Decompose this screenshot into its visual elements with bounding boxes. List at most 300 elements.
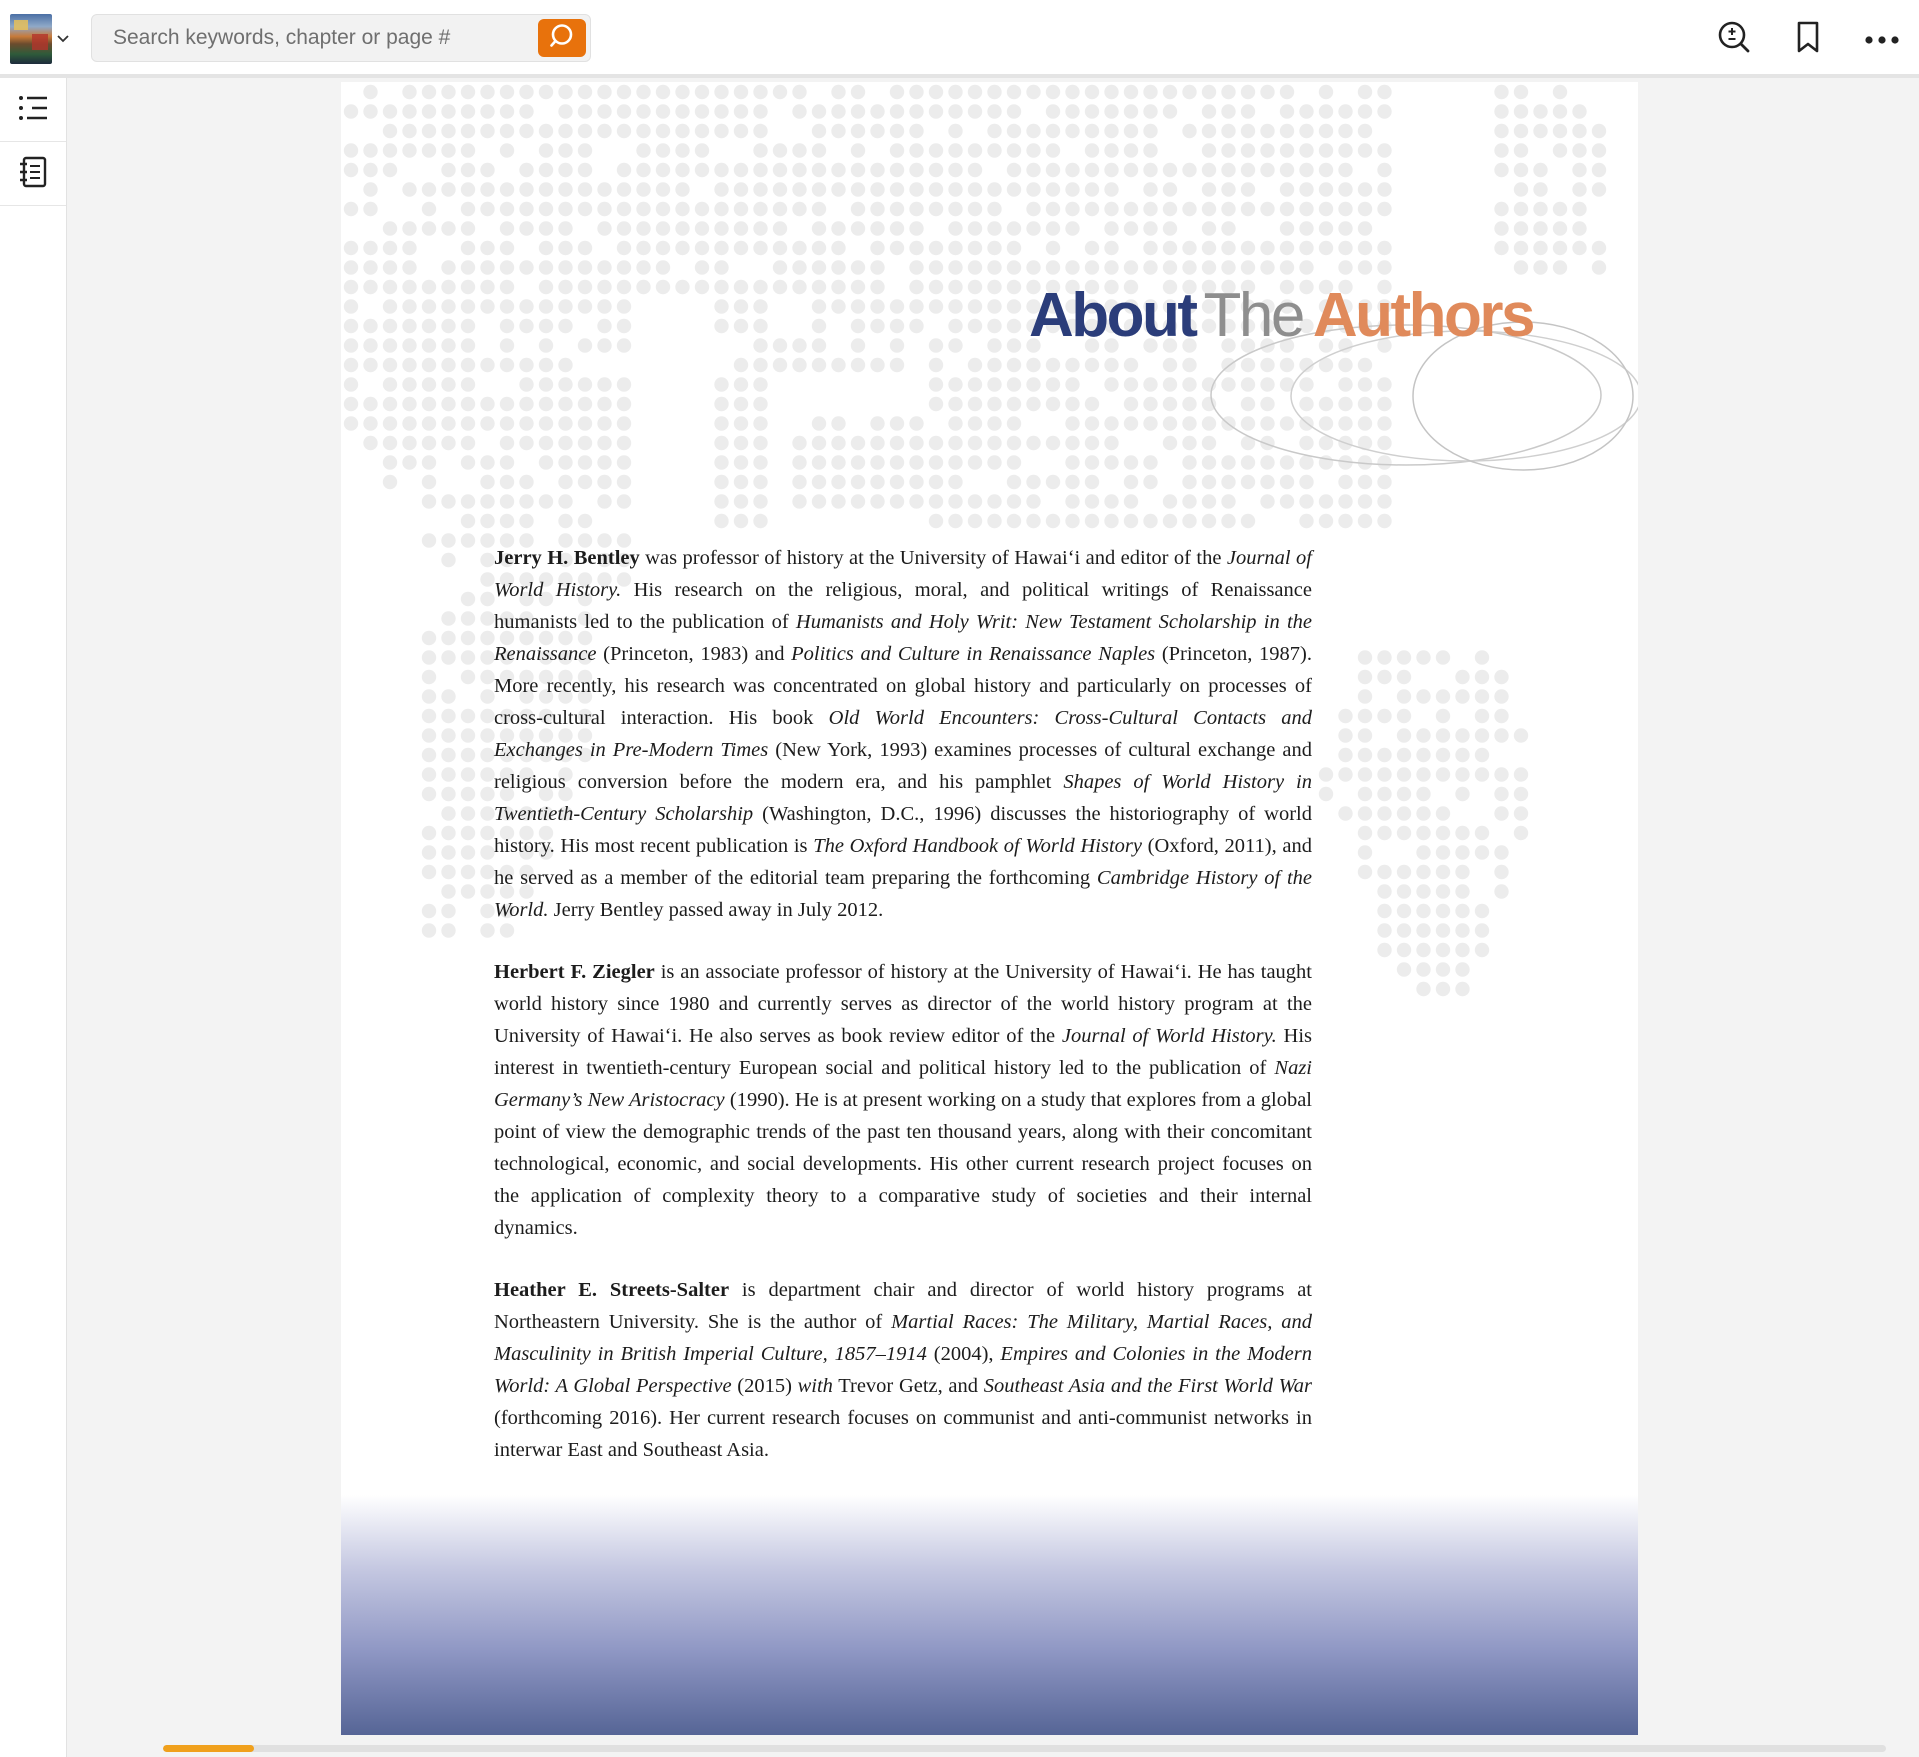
map-dot [519,514,533,528]
map-dot [461,280,475,294]
map-dot [1007,319,1021,333]
map-dot [987,241,1001,255]
map-dot [1455,826,1469,840]
map-dot [1104,104,1118,118]
map-dot [890,494,904,508]
map-dot [1397,904,1411,918]
map-dot [1241,514,1255,528]
map-dot [870,182,884,196]
bookmark-button[interactable] [1771,9,1845,69]
map-dot [500,182,514,196]
map-dot [909,143,923,157]
map-dot [1221,124,1235,138]
map-dot [890,455,904,469]
map-dot [500,494,514,508]
map-dot [480,202,494,216]
map-dot [597,494,611,508]
map-dot [383,221,397,235]
map-dot [987,416,1001,430]
map-dot [870,241,884,255]
map-dot [344,319,358,333]
map-dot [539,163,553,177]
map-dot [1104,416,1118,430]
map-dot [558,514,572,528]
map-dot [1338,143,1352,157]
map-dot [714,475,728,489]
map-dot [461,260,475,274]
map-dot [480,397,494,411]
map-dot [1299,104,1313,118]
search-button[interactable] [538,19,586,57]
map-dot [480,124,494,138]
map-dot [753,299,767,313]
map-dot [1065,163,1079,177]
map-dot [558,299,572,313]
map-dot [1455,845,1469,859]
book-title-text: Empires and Colonies in the Modern World: A Global Perspective [494,1343,1312,1397]
map-dot [1494,806,1508,820]
map-dot [968,397,982,411]
map-dot [870,124,884,138]
map-dot [1416,748,1430,762]
map-dot [1436,923,1450,937]
map-dot [558,377,572,391]
map-dot [422,104,436,118]
map-dot [441,689,455,703]
map-dot [461,241,475,255]
map-dot [968,221,982,235]
map-dot [1299,514,1313,528]
map-dot [734,514,748,528]
bio-text: Trevor Getz, and [832,1375,984,1397]
author-name: Jerry H. Bentley [494,547,640,569]
map-dot [1416,982,1430,996]
map-dot [948,455,962,469]
search-bar [91,14,591,62]
map-dot [968,319,982,333]
book-title-text: Nazi Germany’s New Aristocracy [494,1057,1312,1111]
map-dot [500,241,514,255]
more-options-button[interactable] [1845,9,1919,69]
map-dot [1494,163,1508,177]
map-dot [1377,709,1391,723]
map-dot [1572,182,1586,196]
map-dot [1065,85,1079,99]
map-dot [870,475,884,489]
bio-text: Jerry Bentley passed away in July 2012. [548,899,884,921]
map-dot [344,358,358,372]
page-title [1029,280,1533,364]
map-dot [480,85,494,99]
map-dot [773,241,787,255]
map-dot [1436,767,1450,781]
map-dot [422,787,436,801]
map-dot [1124,514,1138,528]
author-bios [494,542,1312,1496]
bio-text: His interest in twentieth-century European social and political history led to the publication of [494,1025,1312,1079]
map-dot [714,85,728,99]
map-dot [617,455,631,469]
map-dot [1065,436,1079,450]
map-dot [441,358,455,372]
notebook-button[interactable] [0,142,66,206]
map-dot [1280,202,1294,216]
map-dot [578,475,592,489]
map-dot [1572,124,1586,138]
map-dot [968,514,982,528]
map-dot [1143,514,1157,528]
map-dot [363,143,377,157]
bio-text: (Princeton, 1987). More recently, his research was concentrated on global history and particularly on processes of cross-cultural interaction. His book [494,643,1312,729]
map-dot [753,494,767,508]
map-dot [1377,143,1391,157]
map-dot [1182,377,1196,391]
map-dot [422,826,436,840]
map-dot [461,358,475,372]
map-dot [929,85,943,99]
map-dot [831,124,845,138]
map-dot [461,143,475,157]
map-dot [734,358,748,372]
bio-text: (Oxford, 2011), and he served as a member of the editorial team preparing the forthcoming [494,835,1312,889]
map-dot [383,299,397,313]
map-dot [1182,436,1196,450]
map-dot [831,182,845,196]
map-dot [1436,943,1450,957]
map-dot [422,494,436,508]
map-dot [1007,280,1021,294]
map-dot [617,338,631,352]
map-dot [480,260,494,274]
map-dot [929,494,943,508]
map-dot [753,455,767,469]
map-dot [500,221,514,235]
map-dot [441,748,455,762]
map-dot [383,124,397,138]
author-bio [494,956,1312,1244]
map-dot [1124,475,1138,489]
map-dot [422,631,436,645]
map-dot [753,163,767,177]
map-dot [1358,85,1372,99]
map-dot [539,494,553,508]
map-dot [656,182,670,196]
map-dot [1494,845,1508,859]
map-dot [539,202,553,216]
map-dot [870,494,884,508]
map-dot [461,533,475,547]
map-dot [1124,124,1138,138]
map-dot [870,280,884,294]
map-dot [441,845,455,859]
map-dot [636,260,650,274]
map-dot [383,319,397,333]
map-dot [617,85,631,99]
map-dot [1338,494,1352,508]
map-dot [441,553,455,567]
map-dot [1182,397,1196,411]
map-dot [480,650,494,664]
map-dot [480,104,494,118]
map-dot [929,299,943,313]
map-dot [344,280,358,294]
map-dot [480,884,494,898]
map-dot [1202,202,1216,216]
map-dot [870,436,884,450]
map-dot [1572,163,1586,177]
map-dot [461,377,475,391]
map-dot [480,494,494,508]
map-dot [1377,787,1391,801]
map-dot [890,299,904,313]
map-dot [870,104,884,118]
map-dot [363,319,377,333]
map-dot [1436,806,1450,820]
map-dot [441,163,455,177]
map-dot [929,514,943,528]
map-dot [617,104,631,118]
map-dot [851,280,865,294]
map-dot [714,124,728,138]
map-dot [695,260,709,274]
map-dot [695,202,709,216]
map-dot [851,260,865,274]
map-dot [948,338,962,352]
map-dot [851,475,865,489]
map-dot [1416,943,1430,957]
map-dot [1299,163,1313,177]
map-dot [734,299,748,313]
map-dot [870,202,884,216]
map-dot [929,377,943,391]
map-dot [480,631,494,645]
map-dot [987,143,1001,157]
map-dot [1085,260,1099,274]
map-dot [1533,124,1547,138]
map-dot [383,397,397,411]
book-switcher-button[interactable] [10,14,70,64]
map-dot [441,631,455,645]
table-of-contents-button[interactable] [0,78,66,142]
map-dot [1026,124,1040,138]
map-dot [1104,182,1118,196]
map-dot [461,670,475,684]
map-dot [480,611,494,625]
map-dot [929,475,943,489]
map-dot [831,358,845,372]
map-dot [1221,494,1235,508]
map-dot [1455,728,1469,742]
map-dot [1397,689,1411,703]
map-dot [1085,397,1099,411]
map-dot [1007,397,1021,411]
map-dot [402,299,416,313]
map-dot [1377,904,1391,918]
map-dot [344,143,358,157]
map-dot [1026,221,1040,235]
map-dot [909,299,923,313]
map-dot [1280,182,1294,196]
map-dot [1085,416,1099,430]
map-dot [1241,104,1255,118]
map-dot [734,163,748,177]
map-dot [539,455,553,469]
map-dot [1494,728,1508,742]
map-dot [1085,514,1099,528]
map-dot [597,377,611,391]
map-dot [422,416,436,430]
map-dot [948,104,962,118]
map-dot [636,202,650,216]
map-dot [617,494,631,508]
map-dot [519,416,533,430]
map-dot [1007,221,1021,235]
map-dot [344,377,358,391]
map-dot [734,280,748,294]
map-dot [558,280,572,294]
map-dot [441,299,455,313]
map-dot [909,182,923,196]
map-dot [1553,85,1567,99]
map-dot [519,319,533,333]
map-dot [383,338,397,352]
map-dot [1065,397,1079,411]
map-dot [1026,260,1040,274]
reading-progress-bar[interactable] [163,1745,1886,1752]
map-dot [519,260,533,274]
book-title-text: Cambridge History of the World. [494,867,1313,921]
map-dot [851,436,865,450]
map-dot [1416,845,1430,859]
map-dot [1455,884,1469,898]
map-dot [1338,748,1352,762]
map-dot [656,280,670,294]
map-dot [363,85,377,99]
map-dot [753,397,767,411]
map-dot [695,124,709,138]
map-dot [675,104,689,118]
map-dot [1436,826,1450,840]
map-dot [402,143,416,157]
map-dot [636,143,650,157]
map-dot [1143,182,1157,196]
map-dot [441,85,455,99]
map-dot [1163,260,1177,274]
map-dot [792,338,806,352]
map-dot [675,241,689,255]
map-dot [1046,475,1060,489]
map-dot [851,338,865,352]
map-dot [1143,143,1157,157]
map-dot [734,124,748,138]
map-dot [1319,143,1333,157]
map-dot [461,787,475,801]
map-dot [734,221,748,235]
map-dot [441,338,455,352]
map-dot [1416,865,1430,879]
book-cover-thumbnail [10,14,52,64]
map-dot [1007,377,1021,391]
map-dot [1299,202,1313,216]
map-dot [578,163,592,177]
map-dot [1475,767,1489,781]
map-dot [695,241,709,255]
map-dot [675,202,689,216]
map-dot [1163,85,1177,99]
map-dot [500,514,514,528]
map-dot [441,436,455,450]
map-dot [402,124,416,138]
map-dot [1046,163,1060,177]
map-dot [948,202,962,216]
map-dot [929,358,943,372]
map-dot [1104,455,1118,469]
map-dot [831,436,845,450]
map-dot [402,241,416,255]
map-dot [753,319,767,333]
map-dot [851,182,865,196]
map-dot [812,143,826,157]
map-dot [441,650,455,664]
map-dot [1202,104,1216,118]
map-dot [539,338,553,352]
map-dot [1124,494,1138,508]
map-dot [1007,338,1021,352]
map-dot [461,104,475,118]
bio-text: His research on the religious, moral, and political writings of Renaissance humanists led to the publication of [494,579,1312,633]
map-dot [734,397,748,411]
map-dot [1221,85,1235,99]
map-dot [363,182,377,196]
map-dot [480,280,494,294]
map-dot [890,104,904,118]
map-dot [1143,124,1157,138]
map-dot [909,475,923,489]
map-dot [851,202,865,216]
map-dot [1143,104,1157,118]
map-dot [1221,104,1235,118]
map-dot [539,124,553,138]
map-dot [1046,397,1060,411]
map-dot [461,748,475,762]
map-dot [558,475,572,489]
map-dot [1104,124,1118,138]
map-dot [422,650,436,664]
map-dot [1007,358,1021,372]
map-dot [597,124,611,138]
zoom-button[interactable] [1697,9,1771,69]
map-dot [441,806,455,820]
map-dot [636,124,650,138]
map-dot [714,299,728,313]
map-dot [1085,475,1099,489]
map-dot [363,163,377,177]
map-dot [1494,85,1508,99]
map-dot [1358,182,1372,196]
map-dot [461,182,475,196]
search-input[interactable] [92,15,532,61]
map-dot [617,299,631,313]
map-dot [734,416,748,430]
map-dot [1416,806,1430,820]
map-dot [929,280,943,294]
map-dot [948,280,962,294]
map-dot [753,241,767,255]
map-dot [1104,85,1118,99]
map-dot [1143,397,1157,411]
author-name: Heather E. Streets-Salter [494,1279,730,1301]
map-dot [831,416,845,430]
